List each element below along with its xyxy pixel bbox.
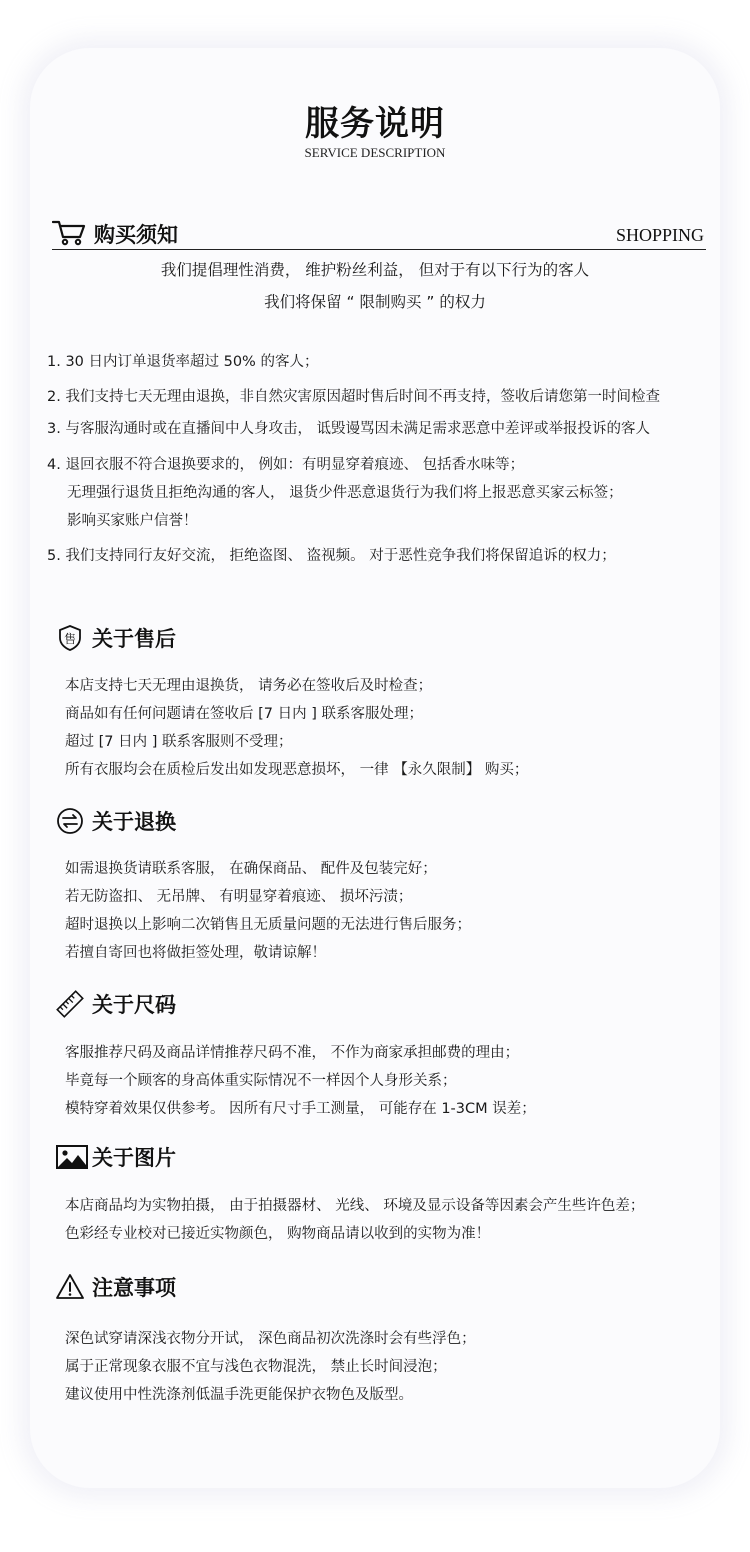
pictures-header (56, 1141, 176, 1173)
shopping-rule-4: 4. 退回衣服不符合退换要求的， 例如：有明显穿着痕迹、 包括香水味等； (47, 457, 525, 473)
notice-header (56, 1271, 176, 1303)
size-line-1: 客服推荐尺码及商品详情推荐尺码不准， 不作为商家承担邮费的理由； (65, 1045, 520, 1061)
size-line-3: 模特穿着效果仅供参考。 因所有尺寸手工测量， 可能存在 1-3CM 误差； (65, 1101, 536, 1117)
size-header (56, 988, 176, 1020)
pictures-line-1: 本店商品均为实物拍摄， 由于拍摄器材、 光线、 环境及显示设备等因素会产生些许色差； (65, 1198, 645, 1214)
pictures-title: 关于图片 (92, 1145, 176, 1170)
shopping-rule-5: 5. 我们支持同行友好交流， 拒绝盗图、 盗视频。 对于恶性竞争我们将保留追诉的权力； (47, 548, 616, 564)
notice-title: 注意事项 (92, 1275, 176, 1300)
page-title: 服务说明 (305, 104, 445, 144)
exchange-line-4: 若擅自寄回也将做拒签处理，敬请谅解！ (65, 945, 326, 961)
after-sales-line-2: 商品如有任何问题请在签收后 [7 日内 ] 联系客服处理； (65, 706, 423, 722)
shopping-rule-3: 3. 与客服沟通时或在直播间中人身攻击， 诋毁谩骂因未满足需求恶意中差评或举报投诉的客人 (47, 421, 651, 437)
pictures-line-2: 色彩经专业校对已接近实物颜色， 购物商品请以收到的实物为准！ (65, 1226, 491, 1242)
svg-text:售: 售 (63, 632, 77, 646)
after-sales-title: 关于售后 (92, 626, 176, 651)
exchange-line-3: 超时退换以上影响二次销售且无质量问题的无法进行售后服务； (65, 917, 471, 933)
notice-line-1: 深色试穿请深浅衣物分开试， 深色商品初次洗涤时会有些浮色； (65, 1331, 476, 1347)
shopping-title-en: SHOPPING (615, 225, 704, 245)
shopping-header (52, 218, 706, 250)
notice-line-2: 属于正常现象衣服不宜与浅色衣物混洗， 禁止长时间浸泡； (65, 1359, 447, 1375)
ruler-icon (56, 990, 84, 1018)
after-sales-line-3: 超过 [7 日内 ] 联系客服则不受理； (65, 734, 293, 750)
shopping-rule-4-cont-1: 无理强行退货且拒绝沟通的客人， 退货少件恶意退货行为我们将上报恶意买家云标签； (67, 485, 623, 501)
size-title: 关于尺码 (92, 992, 176, 1017)
shopping-title: 购买须知 (94, 222, 178, 247)
picture-icon (56, 1143, 88, 1171)
shopping-rule-4-cont-2: 影响买家账户信誉！ (67, 513, 198, 529)
shopping-cart-icon (52, 220, 86, 246)
shopping-rule-2: 2. 我们支持七天无理由退换，非自然灾害原因超时售后时间不再支持，签收后请您第一时间检查 (47, 389, 660, 405)
exchange-line-1: 如需退换货请联系客服， 在确保商品、 配件及包装完好； (65, 861, 437, 877)
shopping-intro-line-1: 我们提倡理性消费， 维护粉丝利益， 但对于有以下行为的客人 (160, 261, 590, 279)
shou-badge-icon (56, 624, 84, 652)
page-subtitle: SERVICE DESCRIPTION (304, 145, 446, 160)
warning-triangle-icon (56, 1273, 84, 1301)
exchange-header (56, 805, 176, 837)
shopping-rule-1: 1. 30 日内订单退货率超过 50% 的客人； (47, 354, 319, 370)
after-sales-line-1: 本店支持七天无理由退换货， 请务必在签收后及时检查； (65, 678, 433, 694)
notice-line-3: 建议使用中性洗涤剂低温手洗更能保护衣物色及版型。 (65, 1387, 413, 1403)
size-line-2: 毕竟每一个顾客的身高体重实际情况不一样因个人身形关系； (65, 1073, 457, 1089)
exchange-arrows-icon (56, 807, 84, 835)
shopping-intro-line-2: 我们将保留 “ 限制购买 ” 的权力 (264, 293, 486, 311)
exchange-title: 关于退换 (92, 809, 176, 834)
after-sales-line-4: 所有衣服均会在质检后发出如发现恶意损坏， 一律 【永久限制】 购买； (65, 762, 529, 778)
exchange-line-2: 若无防盗扣、 无吊牌、 有明显穿着痕迹、 损坏污渍； (65, 889, 413, 905)
after-sales-header (56, 622, 176, 654)
